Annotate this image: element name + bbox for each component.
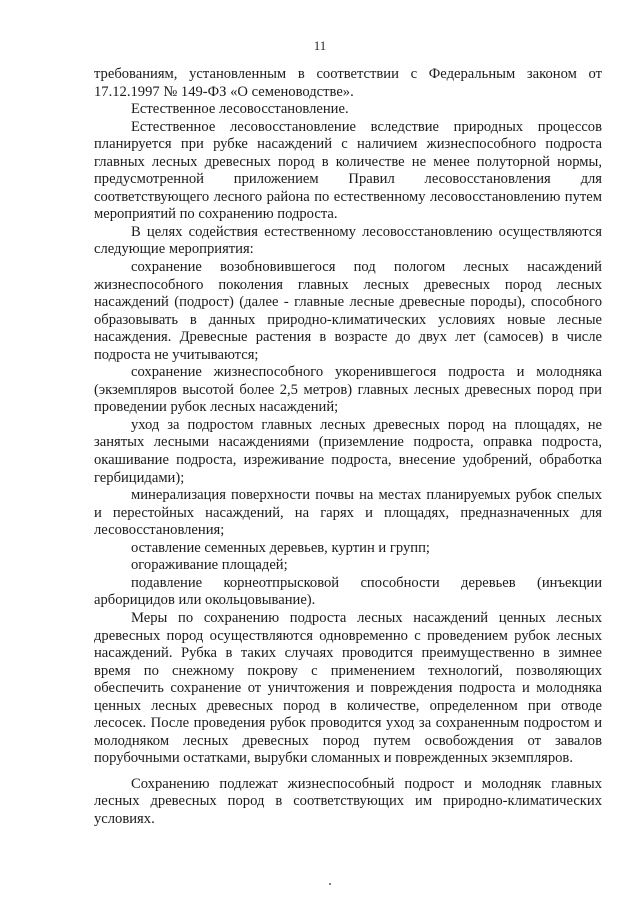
list-item-fencing: огораживание площадей; [131, 557, 288, 574]
paragraph-natural-reforestation: Естественное лесовосстановление вследствие природных процессов планируется при рубке насаждений с наличием жизнеспособного подроста главных лесных древесных пород в количестве не менее полуторной нормы, предусмотренной приложением Правил лесовосстановления для соответствующего лесного района по естественному лесовосстановлению путем мероприятий по сохранению подроста. [94, 118, 602, 223]
scan-speck [329, 883, 331, 885]
list-item-undergrowth-care: уход за подростом главных лесных древесных пород на площадях, не занятых лесными насаждениями (приземление подроста, оправка подроста, окашивание подроста, изреживание подроста, внесение удобрений, обработка гербицидами); [94, 416, 602, 486]
page-number: 11 [313, 38, 327, 53]
section-heading-natural-reforestation: Естественное лесовосстановление. [131, 101, 349, 118]
list-item-root-sprout-suppression: подавление корнеотпрысковой способности деревьев (инъекции арборицидов или окольцовывание). [94, 574, 602, 609]
paragraph-measures-intro: В целях содействия естественному лесовосстановлению осуществляются следующие мероприятия: [94, 223, 602, 258]
paragraph-law-reference: требованиям, установленным в соответствии с Федеральным законом от 17.12.1997 № 149-ФЗ «О семеноводстве». [94, 66, 602, 100]
paragraph-preservation-subject: Сохранению подлежат жизнеспособный подрост и молодняк главных лесных древесных пород в соответствующих им природно-климатических условиях. [94, 775, 602, 827]
list-item-soil-mineralization: минерализация поверхности почвы на местах планируемых рубок спелых и перестойных насаждений, на гарях и площадях, предназначенных для лесовосстановления; [94, 487, 602, 539]
list-item-preserve-young-growth: сохранение жизнеспособного укоренившегося подроста и молодняка (экземпляров высотой более 2,5 метров) главных лесных древесных пород при проведении рубок лесных насаждений; [94, 364, 602, 416]
list-item-preserve-undergrowth: сохранение возобновившегося под пологом лесных насаждений жизнеспособного поколения главных лесных древесных пород лесных насаждений (подрост) (далее - главные лесные древесные породы), способного образовывать в данных природно-климатических условиях новые лесные насаждения. Древесные растения в возрасте до двух лет (самосев) в числе подроста не учитываются; [94, 259, 602, 363]
paragraph-valuable-species-measures: Меры по сохранению подроста лесных насаждений ценных лесных древесных пород осуществляются одновременно с проведением рубок лесных насаждений. Рубка в таких случаях проводится преимущественно в зимнее время по снежному покрову с применением технологий, позволяющих обеспечить сохранение от уничтожения и повреждения подроста и молодняка ценных лесных древесных пород в количестве, определенном при отводе лесосек. После проведения рубок проводится уход за сохраненным подростом и молодняком лесных древесных пород путем освобождения от завалов порубочными остатками, вырубки сломанных и поврежденных экземпляров. [94, 609, 602, 767]
document-body [94, 66, 602, 829]
list-item-seed-trees: оставление семенных деревьев, куртин и групп; [131, 539, 430, 556]
